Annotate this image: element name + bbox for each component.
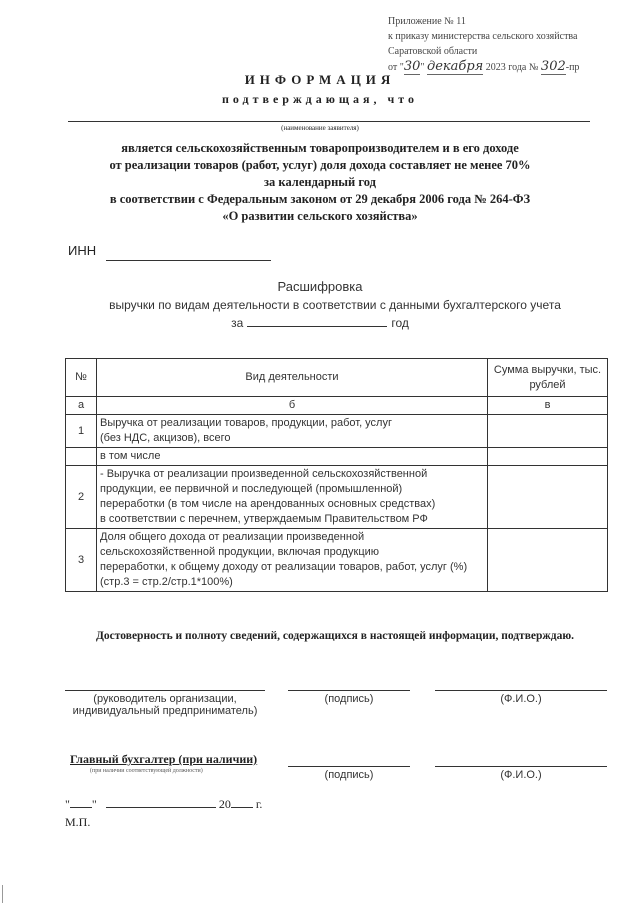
head-position-line[interactable] <box>65 690 265 691</box>
appendix-number: Приложение № 11 <box>388 16 466 27</box>
row-activity: Выручка от реализации товаров, продукции, работ, услуг (без НДС, акцизов), всего <box>97 415 488 448</box>
document-subtitle: подтверждающая, что <box>221 92 419 106</box>
head-position-label: (руководитель организации, индивидуальный предприниматель) <box>72 693 258 717</box>
handwritten-month: декабря <box>426 59 484 74</box>
header-num: № <box>66 359 97 397</box>
appendix-order: к приказу министерства сельского хозяйства <box>388 31 578 42</box>
head-signature-line[interactable] <box>288 690 410 691</box>
head-fio-label: (Ф.И.О.) <box>500 693 542 705</box>
appendix-date: от "30" декабря 2023 года № 302-пр <box>388 59 580 74</box>
head-signature-label: (подпись) <box>324 693 374 705</box>
chief-accountant-note: (при наличии соответствующей должности) <box>90 768 203 774</box>
amount-cell[interactable] <box>488 529 608 592</box>
margin-mark <box>2 885 3 903</box>
handwritten-day: 30 <box>403 59 421 74</box>
year-field[interactable] <box>247 316 387 327</box>
inn-field[interactable] <box>106 260 271 261</box>
amount-cell[interactable] <box>488 415 608 448</box>
applicant-name-line[interactable] <box>68 121 590 122</box>
revenue-table <box>65 358 608 592</box>
stamp-placeholder: М.П. <box>65 815 91 829</box>
decode-subtitle: выручки по видам деятельности в соответствии с данными бухгалтерского учета <box>109 298 561 312</box>
row-activity: Доля общего дохода от реализации произведенной сельскохозяйственной продукции, включая продукцию переработки, к общему доходу от реализации товаров, работ, услуг (%) (стр.3 = стр.2/стр.1*100%) <box>97 529 488 592</box>
date-row: " " 20 г. <box>65 797 263 811</box>
chief-signature-line[interactable] <box>288 766 410 767</box>
header-activity: Вид деятельности <box>97 359 488 397</box>
chief-accountant-label: Главный бухгалтер (при наличии) <box>70 752 258 766</box>
table-letters-row: а б в <box>66 397 608 415</box>
date-day-field[interactable] <box>70 797 92 808</box>
date-year-field[interactable] <box>231 797 253 808</box>
document-heading: является сельскохозяйственным товаропроизводителем и в его доходе от реализации товаров (работ, услуг) доля дохода составляет не менее 70% за календарный год в соответствии с Федеральным законом от 29 декабря 2006 года № 264-ФЗ «О развитии сельского хозяйства» <box>109 141 531 223</box>
chief-fio-line[interactable] <box>435 766 607 767</box>
appendix-block <box>388 14 579 75</box>
table-row: 2 - Выручка от реализации произведенной сельскохозяйственной продукции, ее первичной и последующей (промышленной) переработки (в том числе на арендованных основных средствах) в соответствии с перечнем, утверждаемым Правительством РФ <box>66 466 608 529</box>
inn-label: ИНН <box>68 243 97 258</box>
table-header-row <box>66 359 608 397</box>
row-activity: - Выручка от реализации произведенной сельскохозяйственной продукции, ее первичной и последующей (промышленной) переработки (в том числе на арендованных основных средствах) в соответствии с перечнем, утверждаемым Правительством РФ <box>97 466 488 529</box>
handwritten-number: 302 <box>540 59 566 74</box>
decode-title: Расшифровка <box>277 279 363 294</box>
table-row: 1 Выручка от реализации товаров, продукции, работ, услуг (без НДС, акцизов), всего <box>66 415 608 448</box>
chief-signature-label: (подпись) <box>324 769 374 781</box>
document-title: ИНФОРМАЦИЯ <box>244 72 396 87</box>
amount-cell[interactable] <box>488 466 608 529</box>
applicant-name-label: (наименование заявителя) <box>281 124 359 132</box>
row-including: в том числе <box>97 448 488 466</box>
decode-year-row: за год <box>231 316 409 330</box>
date-month-field[interactable] <box>106 797 216 808</box>
table-row <box>66 448 608 466</box>
header-amount: Сумма выручки, тыс. рублей <box>488 359 608 397</box>
head-fio-line[interactable] <box>435 690 607 691</box>
table-row: 3 Доля общего дохода от реализации произведенной сельскохозяйственной продукции, включая продукцию переработки, к общему доходу от реализации товаров, работ, услуг (%) (стр.3 = стр.2/стр.1*100%) <box>66 529 608 592</box>
confirmation-statement: Достоверность и полноту сведений, содержащихся в настоящей информации, подтверждаю. <box>96 630 574 642</box>
chief-fio-label: (Ф.И.О.) <box>500 769 542 781</box>
appendix-region: Саратовской области <box>388 46 478 57</box>
